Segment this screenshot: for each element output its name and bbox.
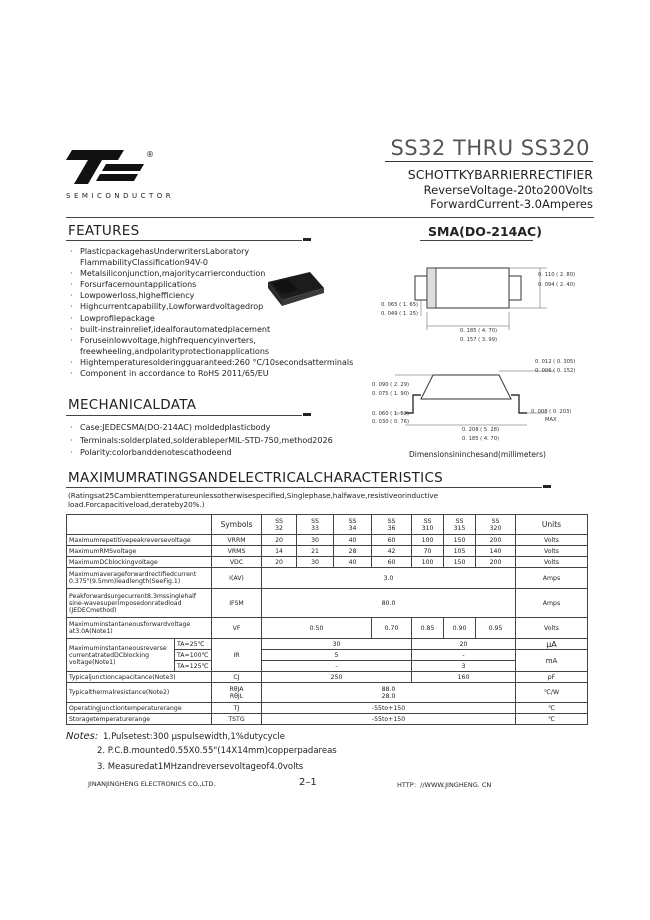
unit-cell: pF xyxy=(516,672,588,683)
param-label: Maximuminstantaneousreverse currentatratedDCblocking voltage(Note1) xyxy=(67,639,175,672)
table-row xyxy=(67,535,588,546)
footer-url[interactable]: HTTP：//WWW.JINGHENG. CN xyxy=(397,781,492,789)
value-cell: 20 xyxy=(412,639,516,650)
mechanical-title: MECHANICALDATA xyxy=(68,397,197,413)
dim-label: 0. 008 ( 0. 203) xyxy=(531,409,572,415)
part-header: SS 320 xyxy=(476,515,516,535)
part-header: SS 36 xyxy=(372,515,412,535)
features-rule xyxy=(66,240,302,241)
value-cell: 200 xyxy=(476,557,516,568)
features-list xyxy=(70,246,353,379)
value-cell: 250 xyxy=(262,672,412,683)
param-label: Typicalthermalresistance(Note2) xyxy=(67,683,212,703)
table-row xyxy=(67,672,588,683)
value-cell: 0.95 xyxy=(476,618,516,639)
param-label: Operatingjunctiontemperaturerange xyxy=(67,703,212,714)
feature-item: · Forsurfacemountapplications xyxy=(70,280,197,290)
value-cell: 140 xyxy=(476,546,516,557)
company-tagline: SEMICONDUCTOR xyxy=(66,192,175,200)
table-row xyxy=(67,639,588,650)
dimensions-caption: Dimensionsininchesand(millimeters) xyxy=(409,450,546,459)
value-cell: 200 xyxy=(476,535,516,546)
table-row xyxy=(67,703,588,714)
ratings-rule xyxy=(66,487,542,488)
param-label: MaximumDCblockingvoltage xyxy=(67,557,212,568)
value-cell: 42 xyxy=(372,546,412,557)
mechanical-list xyxy=(70,422,333,460)
package-title: SMA(DO-214AC) xyxy=(428,224,542,239)
dim-label: 0. 208 ( 5. 28) xyxy=(462,427,500,433)
note-item: 1.Pulsetest:300 μspulsewidth,1%dutycycle xyxy=(102,732,285,742)
value-cell: - xyxy=(262,661,412,672)
value-cell: 105 xyxy=(444,546,476,557)
features-title: FEATURES xyxy=(68,223,140,239)
package-photo xyxy=(264,268,328,310)
value-cell: - xyxy=(412,650,516,661)
feature-item: · Highcurrentcapability,Lowforwardvoltagedrop xyxy=(70,302,264,312)
dim-label: 0. 090 ( 2. 29) xyxy=(372,382,410,388)
symbol-cell: RθJA RθJL xyxy=(212,683,262,703)
forward-current-spec: ForwardCurrent-3.0Amperes xyxy=(430,197,593,211)
dim-label: 0. 030 ( 0. 76) xyxy=(372,419,410,425)
value-cell: 30 xyxy=(297,557,334,568)
dim-label: 0. 060 ( 1. 52) xyxy=(372,411,410,417)
symbol-cell: TSTG xyxy=(212,714,262,725)
notes-block xyxy=(66,731,285,742)
value-cell: 70 xyxy=(412,546,444,557)
unit-cell: μA xyxy=(516,639,588,650)
param-label: Storagetemperaturerange xyxy=(67,714,212,725)
header-divider xyxy=(66,217,594,218)
device-description: SCHOTTKYBARRIERRECTIFIER xyxy=(407,167,593,182)
note-item: 2. P.C.B.mounted0.55X0.55"(14X14mm)copperpadareas xyxy=(97,746,337,756)
feature-item: · Hightemperaturesolderingguaranteed:260 °C/10secondsatterminals xyxy=(70,357,354,367)
table-row xyxy=(67,546,588,557)
value-cell: 60 xyxy=(372,535,412,546)
unit-cell: Amps xyxy=(516,589,588,618)
note-item: 3. Measuredat1MHzandreversevoltageof4.0volts xyxy=(97,762,304,772)
param-label: Maximumaverageforwardrectifiedcurrent 0.375"(9.5mm)leadlength(SeeFig.1) xyxy=(67,568,212,589)
ratings-note-line: (Ratingsat25Cambienttemperatureunlessotherwisespecified,Singlephase,halfwave,resistiveorinductive xyxy=(68,491,439,500)
mechanical-item: · Case:JEDECSMA(DO-214AC) moldedplasticbody xyxy=(70,423,271,432)
unit-cell: ℃ xyxy=(516,714,588,725)
unit-cell: Volts xyxy=(516,535,588,546)
symbol-cell: TJ xyxy=(212,703,262,714)
feature-item: · Component in accordance to RoHS 2011/65/EU xyxy=(70,369,269,379)
table-row xyxy=(67,557,588,568)
unit-cell: Volts xyxy=(516,557,588,568)
value-cell: 3.0 xyxy=(262,568,516,589)
dim-label: MAX xyxy=(545,417,557,423)
symbol-cell: IR xyxy=(212,639,262,672)
value-cell: 150 xyxy=(444,535,476,546)
unit-cell: ℃/W xyxy=(516,683,588,703)
part-header: SS 315 xyxy=(444,515,476,535)
dim-label: 0. 006 ( 0. 152) xyxy=(535,368,576,374)
company-logo xyxy=(66,150,146,186)
symbol-cell: IFSM xyxy=(212,589,262,618)
ratings-note-line: load.Forcapacitiveload,derateby20%.) xyxy=(68,500,205,509)
value-cell: 0.50 xyxy=(262,618,372,639)
footer-company: JINANJINGHENG ELECTRONICS CO.,LTD. xyxy=(88,780,216,788)
unit-cell: ℃ xyxy=(516,703,588,714)
value-cell: 30 xyxy=(297,535,334,546)
reverse-voltage-spec: ReverseVoltage-20to200Volts xyxy=(423,183,593,197)
feature-item-cont: FlammabilityClassification94V-0 xyxy=(80,258,208,268)
part-header: SS 34 xyxy=(334,515,372,535)
symbol-cell: VRRM xyxy=(212,535,262,546)
dim-label: 0. 185 ( 4. 70) xyxy=(462,436,500,442)
value-cell: 40 xyxy=(334,535,372,546)
symbol-cell: VDC xyxy=(212,557,262,568)
title-rule xyxy=(385,161,593,162)
ratings-table xyxy=(66,514,588,725)
mechanical-item: · Polarity:colorbanddenotescathodeend xyxy=(70,448,232,457)
value-cell: 60 xyxy=(372,557,412,568)
value-cell: 20 xyxy=(262,557,297,568)
dim-label: 0. 094 ( 2. 40) xyxy=(538,282,576,288)
part-header: SS 32 xyxy=(262,515,297,535)
package-title-rule xyxy=(420,240,533,241)
value-cell: -55to+150 xyxy=(262,714,516,725)
feature-item: · Metalsiliconjunction,majoritycarrierconduction xyxy=(70,269,266,279)
param-label: Maximumrepetitivepeakreversevoltage xyxy=(67,535,212,546)
rule-end-mark xyxy=(543,485,551,488)
dim-label: 0. 110 ( 2. 80) xyxy=(538,272,576,278)
param-label: MaximumRMSvoltage xyxy=(67,546,212,557)
symbol-cell: VF xyxy=(212,618,262,639)
value-cell: 40 xyxy=(334,557,372,568)
table-row xyxy=(67,714,588,725)
dim-label: 0. 065 ( 1. 65) xyxy=(381,302,419,308)
part-header: SS 33 xyxy=(297,515,334,535)
part-header: SS 310 xyxy=(412,515,444,535)
temp-condition: TA=100℃ xyxy=(175,650,212,661)
value-cell: 88.0 28.0 xyxy=(262,683,516,703)
notes-label: Notes: xyxy=(66,731,99,742)
value-cell: -55to+150 xyxy=(262,703,516,714)
part-range-title: SS32 THRU SS320 xyxy=(390,136,590,160)
table-header-row xyxy=(67,515,588,535)
value-cell: 150 xyxy=(444,557,476,568)
unit-cell: mA xyxy=(516,650,588,672)
value-cell: 14 xyxy=(262,546,297,557)
param-label: Maximuminstantaneousforwardvoltage at3.0A(Note1) xyxy=(67,618,212,639)
symbols-header: Symbols xyxy=(212,515,262,535)
feature-item: · PlasticpackagehasUnderwritersLaboratory xyxy=(70,247,250,256)
param-label: Typicaljunctioncapacitance(Note3) xyxy=(67,672,212,683)
table-row xyxy=(67,568,588,589)
table-row xyxy=(67,589,588,618)
feature-item: · Lowprofilepackage xyxy=(70,313,155,323)
value-cell: 21 xyxy=(297,546,334,557)
table-row xyxy=(67,618,588,639)
value-cell: 0.90 xyxy=(444,618,476,639)
dim-label: 0. 185 ( 4. 70) xyxy=(460,328,498,334)
mechanical-item: · Terminals:solderplated,solderableperMIL-STD-750,method2026 xyxy=(70,435,333,445)
value-cell: 160 xyxy=(412,672,516,683)
symbol-cell: CJ xyxy=(212,672,262,683)
dim-label: 0. 075 ( 1. 90) xyxy=(372,391,410,397)
rule-end-mark xyxy=(303,238,311,241)
ratings-title: MAXIMUMRATINGSANDELECTRICALCHARACTERISTICS xyxy=(68,470,444,486)
table-row xyxy=(67,683,588,703)
feature-item: · Foruseinlowvoltage,highfrequencyinverters, xyxy=(70,335,256,345)
unit-cell: Amps xyxy=(516,568,588,589)
symbol-cell: I(AV) xyxy=(212,568,262,589)
ratings-note xyxy=(68,491,438,509)
value-cell: 0.70 xyxy=(372,618,412,639)
value-cell: 3 xyxy=(412,661,516,672)
dim-label: 0. 157 ( 3. 99) xyxy=(460,337,498,343)
unit-cell: Volts xyxy=(516,618,588,639)
dim-label: 0. 049 ( 1. 25) xyxy=(381,311,419,317)
blank-cell xyxy=(67,515,212,535)
feature-item: · built-instrainrelief,idealforautomatedplacement xyxy=(70,324,271,334)
mechanical-rule xyxy=(66,415,302,416)
registered-mark: ® xyxy=(146,150,154,159)
temp-condition: TA=125℃ xyxy=(175,661,212,672)
feature-item-cont: freewheeling,andpolarityprotectionapplications xyxy=(80,346,270,356)
value-cell: 80.0 xyxy=(262,589,516,618)
temp-condition: TA=25℃ xyxy=(175,639,212,650)
rule-end-mark xyxy=(303,413,311,416)
value-cell: 28 xyxy=(334,546,372,557)
dim-label: 0. 012 ( 0. 305) xyxy=(535,359,576,365)
value-cell: 30 xyxy=(262,639,412,650)
value-cell: 20 xyxy=(262,535,297,546)
page-number: 2–1 xyxy=(299,777,317,788)
symbol-cell: VRMS xyxy=(212,546,262,557)
unit-cell: Volts xyxy=(516,546,588,557)
value-cell: 100 xyxy=(412,557,444,568)
value-cell: 5 xyxy=(262,650,412,661)
param-label: Peakforwardsurgecurrent8.3mssinglehalf sine-wavesuperimposedonratedload (JEDECmethod) xyxy=(67,589,212,618)
units-header: Units xyxy=(516,515,588,535)
value-cell: 100 xyxy=(412,535,444,546)
value-cell: 0.85 xyxy=(412,618,444,639)
feature-item: · Lowpowerloss,highefficiency xyxy=(70,291,195,301)
